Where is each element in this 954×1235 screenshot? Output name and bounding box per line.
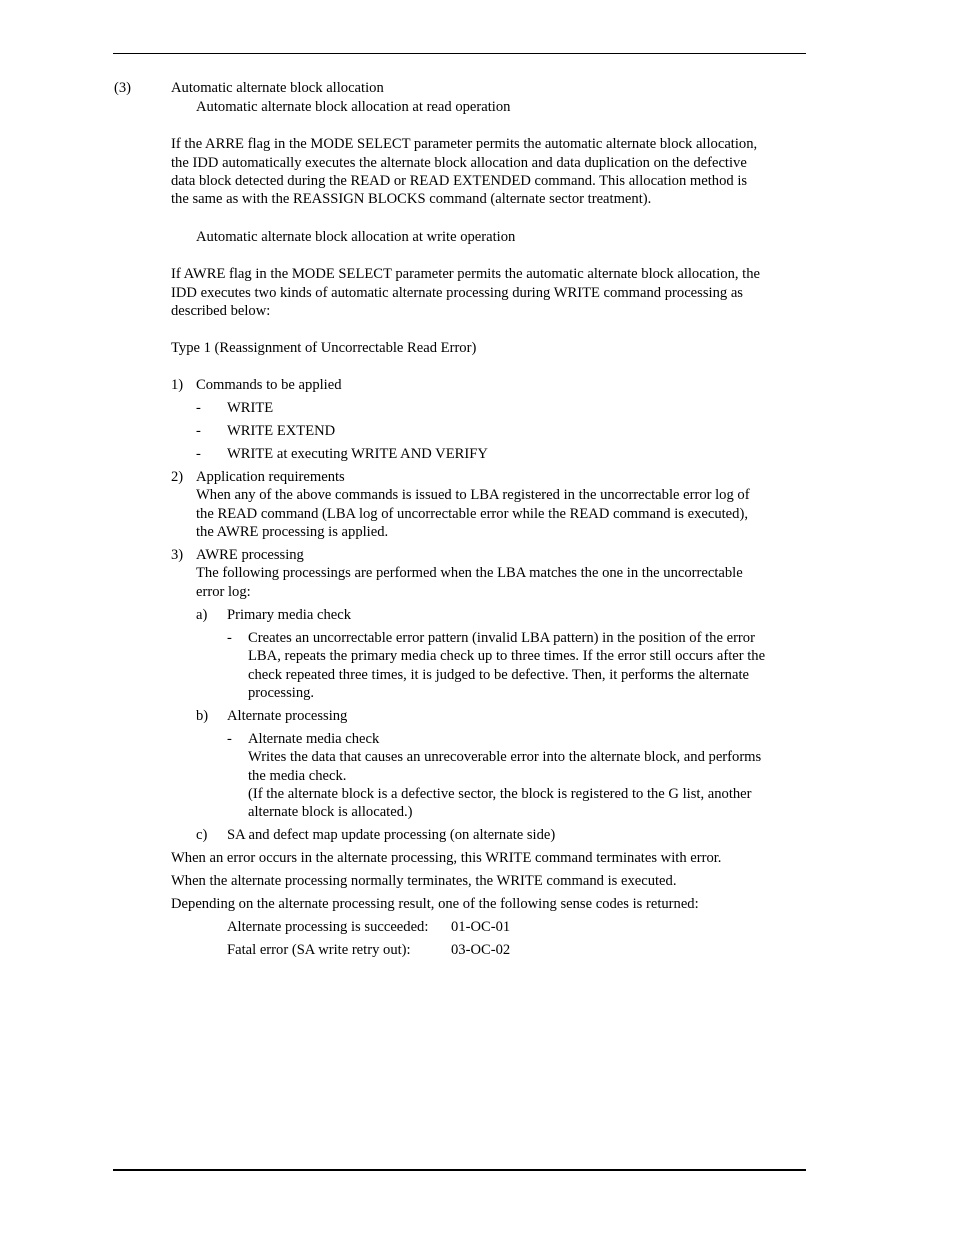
sense-code-value: 01-OC-01 [451, 919, 511, 935]
read-op-heading: Automatic alternate block allocation at read operation [196, 99, 511, 115]
sub-a-line: LBA, repeats the primary media check up to three times. If the error still occurs after the [248, 648, 766, 664]
item2-line: the READ command (LBA log of uncorrectable error while the READ command is executed), [196, 506, 748, 522]
sub-b-line: Writes the data that causes an unrecoverable error into the alternate block, and performs [248, 749, 762, 765]
sub-b-line: the media check. [248, 768, 347, 784]
read-op-line: data block detected during the READ or READ EXTENDED command. This allocation method is [171, 173, 748, 189]
item2-number: 2) [171, 469, 184, 485]
item3-number: 3) [171, 547, 184, 563]
sub-a-letter: a) [196, 607, 208, 623]
item3-line: error log: [196, 584, 251, 600]
sub-a-dash: - [227, 630, 232, 646]
section-number: (3) [114, 80, 132, 96]
write-op-line: described below: [171, 303, 271, 319]
sub-a-title: Primary media check [227, 607, 351, 623]
header-rule [113, 53, 806, 54]
item2-line: the AWRE processing is applied. [196, 524, 389, 540]
bullet-text: WRITE at executing WRITE AND VERIFY [227, 446, 488, 462]
closing-line: Depending on the alternate processing result, one of the following sense codes is returned: [171, 896, 699, 912]
sense-code-label: Alternate processing is succeeded: [227, 919, 429, 935]
item3-title: AWRE processing [196, 547, 304, 563]
item2-title: Application requirements [196, 469, 345, 485]
sub-b-line: alternate block is allocated.) [248, 804, 413, 820]
sense-code-value: 03-OC-02 [451, 942, 511, 958]
read-op-line: the IDD automatically executes the alternate block allocation and data duplication on the defective [171, 155, 747, 171]
sub-b-dash: - [227, 731, 232, 747]
closing-line: When an error occurs in the alternate processing, this WRITE command terminates with error. [171, 850, 722, 866]
sub-c-letter: c) [196, 827, 208, 843]
bullet-text: WRITE [227, 400, 274, 416]
section-title: Automatic alternate block allocation [171, 80, 384, 96]
closing-line: When the alternate processing normally terminates, the WRITE command is executed. [171, 873, 677, 889]
item2-line: When any of the above commands is issued to LBA registered in the uncorrectable error log of [196, 487, 750, 503]
sub-a-line: Creates an uncorrectable error pattern (invalid LBA pattern) in the position of the error [248, 630, 755, 646]
sub-b-line: (If the alternate block is a defective sector, the block is registered to the G list, another [248, 786, 752, 802]
bullet-dash: - [196, 400, 201, 416]
read-op-line: the same as with the REASSIGN BLOCKS command (alternate sector treatment). [171, 191, 652, 207]
bullet-dash: - [196, 423, 201, 439]
bullet-text: WRITE EXTEND [227, 423, 336, 439]
sub-b-line: Alternate media check [248, 731, 380, 747]
item3-line: The following processings are performed when the LBA matches the one in the uncorrectable [196, 565, 743, 581]
item1-title: Commands to be applied [196, 377, 342, 393]
sense-code-label: Fatal error (SA write retry out): [227, 942, 411, 958]
type1-heading: Type 1 (Reassignment of Uncorrectable Read Error) [171, 340, 477, 356]
bullet-dash: - [196, 446, 201, 462]
write-op-line: If AWRE flag in the MODE SELECT parameter permits the automatic alternate block allocation, the [171, 266, 761, 282]
read-op-line: If the ARRE flag in the MODE SELECT parameter permits the automatic alternate block allocation, [171, 136, 758, 152]
write-op-heading: Automatic alternate block allocation at write operation [196, 229, 516, 245]
item1-number: 1) [171, 377, 184, 393]
sub-a-line: processing. [248, 685, 315, 701]
sub-b-letter: b) [196, 708, 209, 724]
sub-b-title: Alternate processing [227, 708, 348, 724]
sub-c-title: SA and defect map update processing (on alternate side) [227, 827, 556, 843]
sub-a-line: check repeated three times, it is judged to be defective. Then, it performs the alternate [248, 667, 749, 683]
write-op-line: IDD executes two kinds of automatic alternate processing during WRITE command processing as [171, 285, 743, 301]
footer-rule [113, 1169, 806, 1171]
